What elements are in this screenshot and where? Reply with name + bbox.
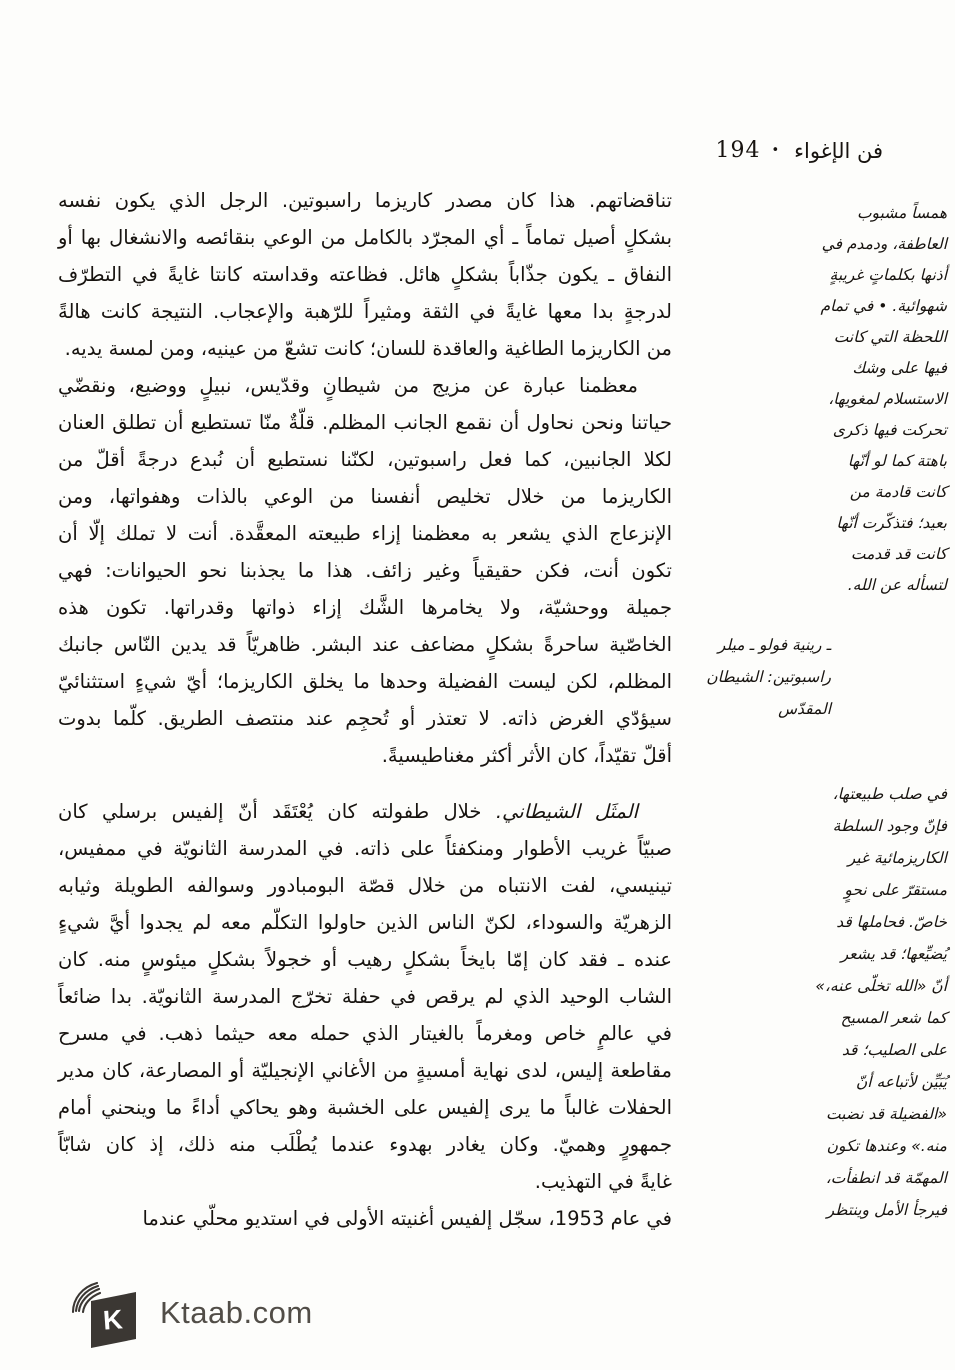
book-title: فن الإغواء [794, 138, 883, 163]
text-line: عنده ـ فقد كان إمّا بايخاً بشكلٍ رهيب أو خجولاً بشكلٍ ميئوسٍ منه. كان [58, 948, 672, 971]
margin-note-line: «الفضيلة قد نضبت [825, 1105, 947, 1123]
paragraph [58, 182, 672, 367]
margin-note-line: لتسأله عن الله. [847, 576, 947, 594]
text-line: تينيسي، لفت الانتباه من خلال قصّة البومبادور وسوالفه الطويلة وثيابه [58, 874, 672, 897]
text-line: غايةً في التهذيب. [534, 1170, 672, 1193]
ktaab-book-icon [60, 1276, 152, 1350]
margin-note-quote [701, 778, 947, 1226]
paragraph [58, 367, 672, 774]
margin-note-line: الاستسلام لمغويها، [828, 390, 947, 408]
text-line: سيؤدّي الغرض ذاته. لا تعتذر أو تُحجِم عند منتصف الطريق. كلّما بدوت [58, 707, 672, 730]
margin-note-line: أنّ «الله تخلّى عنه،» [815, 977, 947, 995]
margin-note-line: شهوائية. • في تمام [820, 297, 947, 315]
margin-note-line: باهتة كما لو أنّها [847, 452, 947, 470]
text-line: الزهريّة والسوداء، لكنّ الناس الذين حاولوا التكلّم معه لم يجدوا أيَّ شيءٍ [58, 911, 672, 934]
ktaab-watermark [60, 1276, 313, 1350]
paragraph [58, 793, 672, 1200]
text-line: معظمنا عبارة عن مزيج من شيطانٍ وقدّيس، نبيلٍ ووضيع، ونقضّي [58, 374, 638, 397]
text-line: جميلة ووحشيّة، ولا يخامرها الشَّك إزاء ذواتها وقدراتها. تكون هذه [58, 596, 672, 619]
margin-note-line: يُبَيِّن لأتباعه أنّ [855, 1073, 947, 1091]
text-line: في عام 1953، سجّل إلفيس أغنيته الأولى في استديو محلّي عندما [142, 1207, 672, 1230]
text-line: الشاب الوحيد الذي لم يرقص في حفلة تخرّج المدرسة الثانويّة. بدا ضائعاً [58, 985, 672, 1008]
page-number: 194 [715, 138, 761, 163]
margin-note-line: كما شعر المسيح [840, 1009, 947, 1027]
margin-note-line: في صلب طبيعتها، [832, 785, 947, 803]
text-line: الكاريزما من خلال تخليص أنفسنا من الوعي بالذات وهفواتها، ومن [58, 485, 672, 508]
text-line: الإنزعاج الذي يشعر به معظمنا إزاء طبيعته المعقَّدة. أنت لا تملك إلّا أن [58, 522, 672, 545]
margin-note-line: ـ رينية فولو ـ ميلر [717, 636, 831, 654]
text-line: أقلّ تقيّداً، كان الأثر أكثر مغناطيسيةً. [381, 744, 672, 767]
main-text-column [58, 182, 672, 1237]
margin-note-line: همساً مشبوب [856, 204, 947, 222]
margin-note-line: فيرجأ الأمل وينتظر [826, 1201, 947, 1219]
margin-note-line: العاطفة، ودمدم في [821, 235, 947, 253]
margin-note-line: كانت قد قدمت [850, 545, 947, 563]
text-line: تكون أنت، فكن حقيقياً وغير زائف. هذا ما يجذبنا نحو الحيوانات: فهي [58, 559, 672, 582]
text-line: النفاق ـ يكون جذّاباً بشكلٍ هائل. فظاعته وقداسته كانتا غايةً في التطرّف [58, 263, 672, 286]
text-line: في عالمٍ خاص ومغرماً بالغيتار الذي حمله معه حيثما ذهب. في مسرح [58, 1022, 672, 1045]
margin-note-line: منه.» وعندها تكون [826, 1137, 947, 1155]
margin-note-line: كانت قادمة من [849, 483, 947, 501]
paragraph [58, 1200, 672, 1237]
margin-note-line: اللحظة التي كانت [833, 328, 947, 346]
margin-note-line: يُضيِّعها؛ قد يشعر [840, 945, 947, 963]
margin-note-line: راسبوتين: الشيطان [706, 668, 831, 686]
text-line: لكلا الجانبين، كما فعل راسبوتين، لكنّنا نستطيع أن نُبدع درجةً أقلّ من [58, 448, 672, 471]
margin-note-line: فيها على وشك [852, 359, 947, 377]
margin-note-line: الكاريزمائية غير [847, 849, 947, 867]
margin-note-line: مستقرّ على نحوٍ [844, 881, 947, 899]
margin-note-line: بعيد؛ فتذكّرت أنّها [836, 514, 947, 532]
margin-note-line: المقدّس [778, 700, 831, 718]
section-lead: المثَل الشيطاني. [495, 800, 638, 823]
text-line: الخاصّية ساحرةً بشكلٍ مضاعف عند البشر. ظاهريّاً قد يدين النّاس جانبك [58, 633, 672, 656]
margin-note-line: خاصّ. فحاملها قد [836, 913, 947, 931]
text-line: المظلم، لكن ليست الفضيلة وحدها ما يخلق الكاريزما؛ أيّ شيءٍ استثنائيّ [58, 670, 672, 693]
bullet-separator: • [771, 143, 780, 158]
text-line: جمهورٍ وهميّ. وكان يغادر بهدوء عندما يُطْلَب منه ذلك، إذ كان شابّاً [58, 1133, 672, 1156]
text-line: صبيّاً غريب الأطوار ومنكفئاً على ذاته. في المدرسة الثانويّة في ممفيس، [58, 837, 672, 860]
text-line: حياتنا ونحن نحاول أن نقمع الجانب المظلم. قلّةٌ منّا تستطيع أن تطلق العنان [58, 411, 672, 434]
margin-note-line: فإنّ وجود السلطة [832, 817, 947, 835]
text-line: تناقضاتهم. هذا كان مصدر كاريزما راسبوتين. الرجل الذي يكون نفسه [58, 189, 672, 212]
margin-note-line: على الصليب؛ قد [841, 1041, 947, 1059]
logo-letter: K [102, 1304, 124, 1336]
text-line: المثَل الشيطاني. خلال طفولته كان يُعْتَقَد أنّ إلفيس برسلي كان [58, 800, 638, 823]
margin-notes-column [701, 0, 947, 1370]
text-line: من الكاريزما الطاغية والعاقدة للسان؛ كانت تشعّ من عينيه، ومن لمسة يديه. [64, 337, 672, 360]
text-line: لدرجةٍ بدا معها غايةً في الثقة ومثيراً للرّهبة والإعجاب. النتيجة كانت هالةً [58, 300, 672, 323]
margin-note-quote [701, 198, 947, 601]
margin-note-attribution [701, 629, 947, 725]
margin-note-line: المهمّة قد انطفأت، [825, 1169, 947, 1187]
brand-text: Ktaab.com [160, 1295, 313, 1330]
text-line: مقاطعة إليس، لدى نهاية أمسيةٍ من الأغاني الإنجيليّة أو المصارعة، كان مدير [58, 1059, 672, 1082]
margin-note-line: تحركت فيها ذكرى [832, 421, 947, 439]
text-line: الحفلات غالباً ما يرى إلفيس على الخشبة وهو يحاكي أداءً ما وينحني أمام [58, 1096, 672, 1119]
text-line: بشكلٍ أصيل تماماً ـ أي المجرّد بالكامل من الوعي بنقائصه والانشغال بها أو [58, 226, 672, 249]
margin-note-line: أذنها بكلماتٍ غريبةٍ [829, 266, 947, 284]
